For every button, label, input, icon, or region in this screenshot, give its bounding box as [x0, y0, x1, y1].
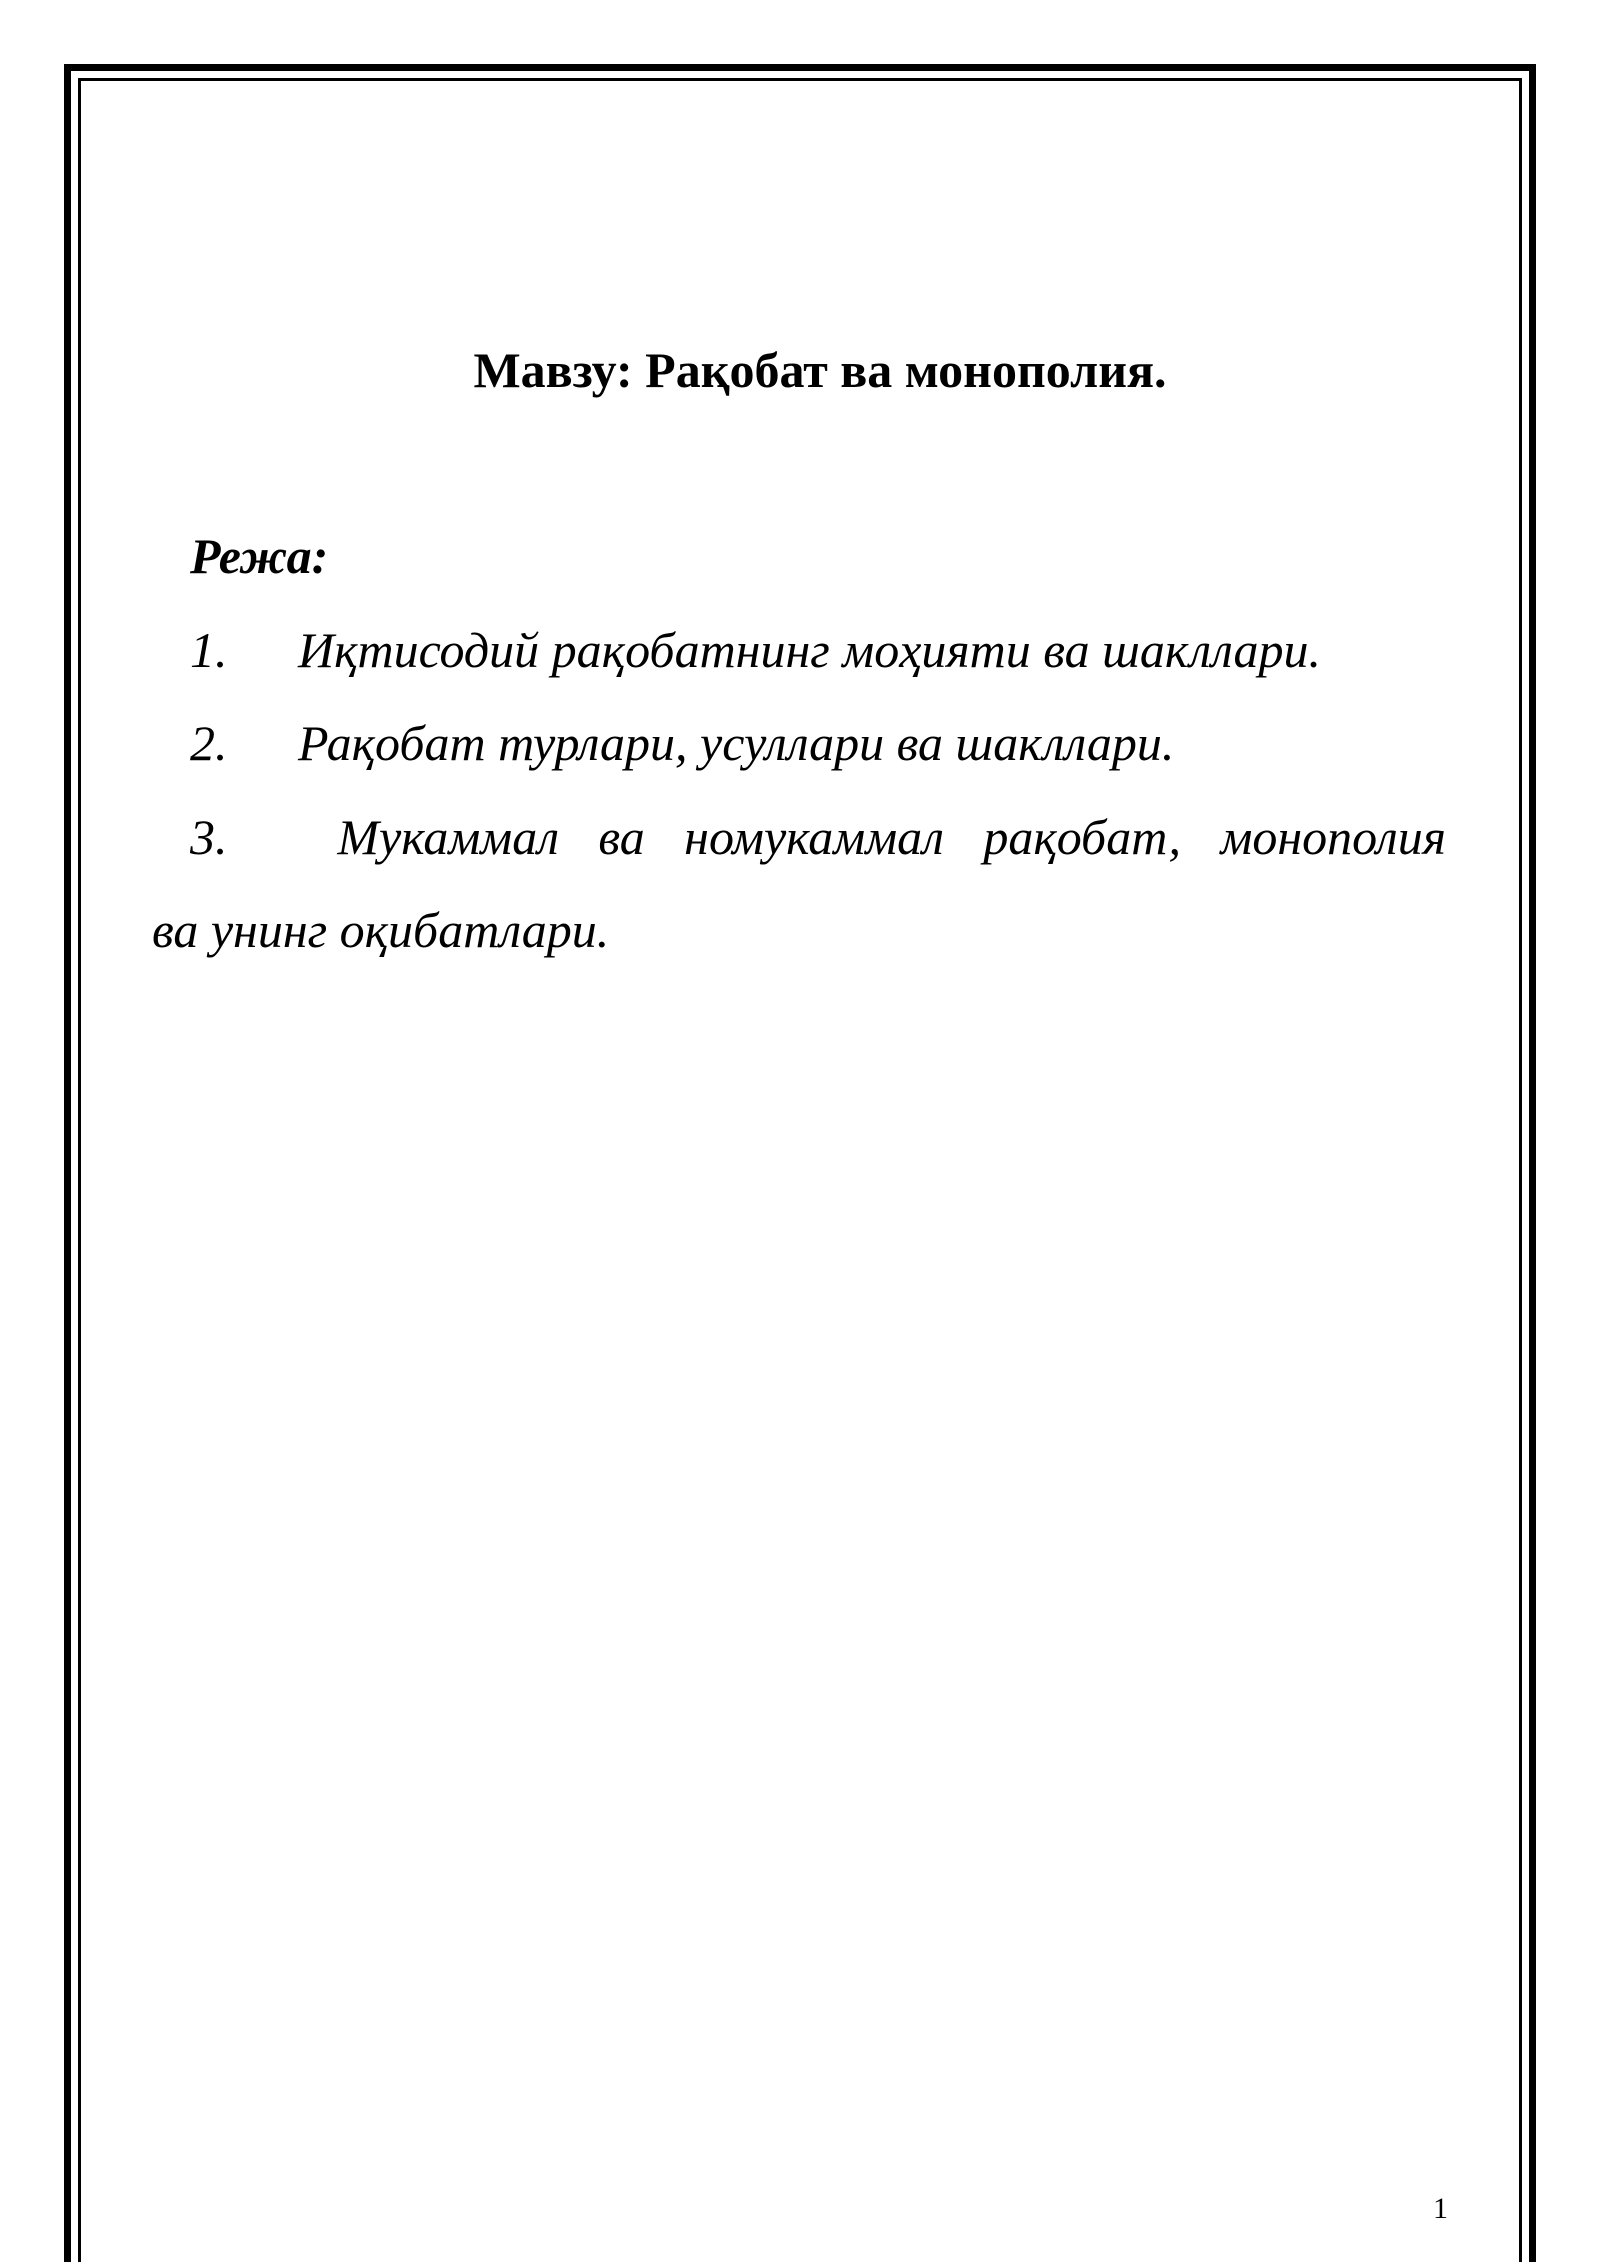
plan-item-text: Рақобат турлари, усуллари ва шакллари.	[298, 715, 1175, 771]
page-number: 1	[1433, 2192, 1448, 2225]
plan-item-2	[190, 713, 1174, 773]
plan-heading: Режа:	[190, 528, 329, 584]
plan-item-1	[190, 620, 1321, 680]
plan-item-text: Иқтисодий рақобатнинг моҳияти ва шакллари.	[298, 622, 1321, 678]
document-title: Мавзу: Рақобат ва монополия.	[473, 342, 1167, 398]
plan-item-number: 1.	[190, 622, 228, 678]
plan-item-number: 2.	[190, 715, 228, 771]
plan-item-word: рақобат,	[983, 809, 1182, 865]
plan-item-word: монополия	[1220, 809, 1446, 865]
plan-item-number: 3.	[190, 809, 228, 865]
plan-item-word: ва	[598, 809, 645, 865]
plan-item-3	[190, 807, 1446, 867]
plan-item-word: Мукаммал	[337, 809, 559, 865]
plan-item-3-continuation: ва унинг оқибатлари.	[152, 902, 610, 958]
page-border-inner	[78, 78, 1522, 2262]
plan-item-word: номукаммал	[684, 809, 944, 865]
